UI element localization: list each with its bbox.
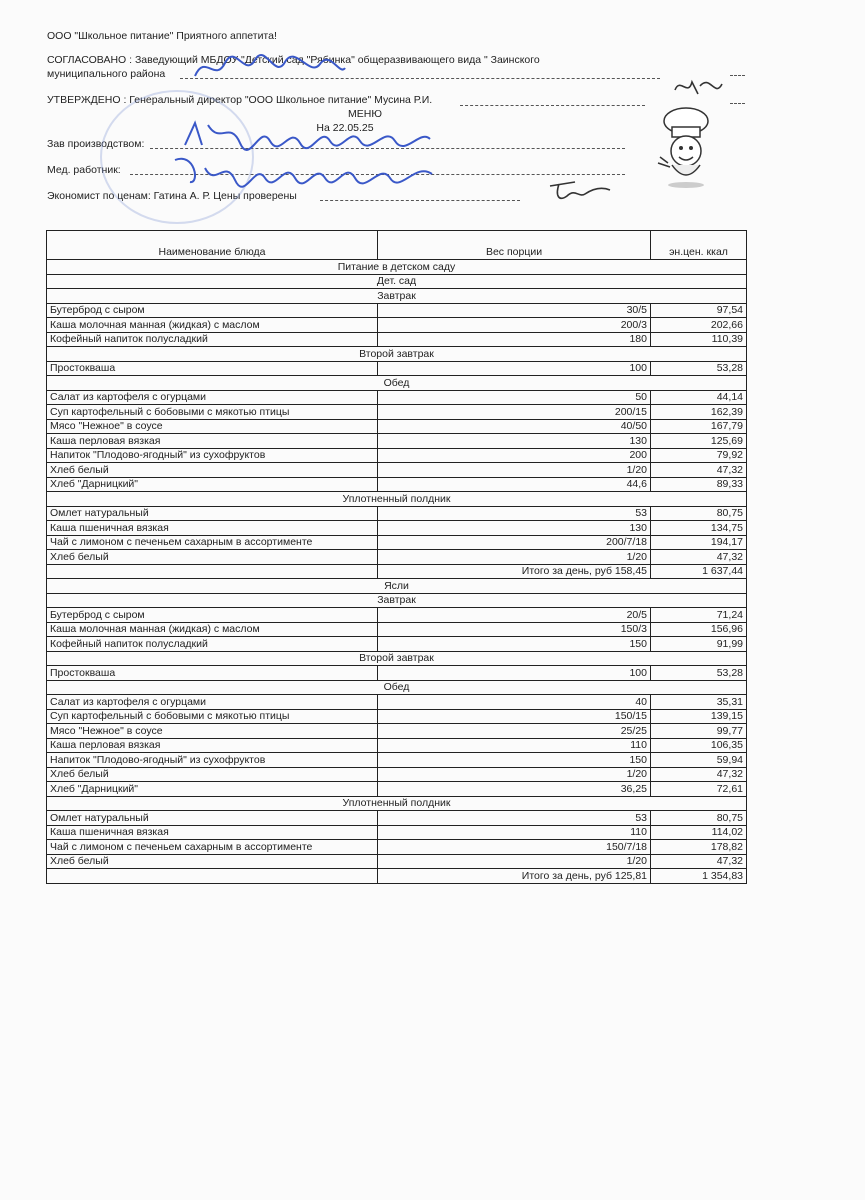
menu-date: На 22.05.25 (316, 122, 374, 134)
dish-weight: 1/20 (378, 767, 651, 782)
dish-row (47, 709, 747, 724)
section-row (47, 593, 747, 608)
approved-line: УТВЕРЖДЕНО : Генеральный директор "ООО Школьное питание" Мусина Р.И. (47, 94, 433, 106)
dish-weight: 53 (378, 811, 651, 826)
dish-name: Простокваша (47, 361, 378, 376)
dish-row (47, 506, 747, 521)
section-title: Второй завтрак (47, 651, 747, 666)
section-row (47, 376, 747, 391)
section-title: Второй завтрак (47, 347, 747, 362)
dish-name: Напиток "Плодово-ягодный" из сухофруктов (47, 448, 378, 463)
menu-table-body (47, 260, 747, 884)
dish-kcal: 44,14 (651, 390, 747, 405)
dish-name: Хлеб белый (47, 463, 378, 478)
dish-kcal: 91,99 (651, 637, 747, 652)
dish-row (47, 811, 747, 826)
dish-name: Омлет натуральный (47, 811, 378, 826)
section-title: Уплотненный полдник (47, 796, 747, 811)
dish-weight: 200/3 (378, 318, 651, 333)
economist-line-dash (320, 200, 520, 201)
dish-name: Кофейный напиток полусладкий (47, 637, 378, 652)
dish-row (47, 521, 747, 536)
total-row (47, 564, 747, 579)
dish-row (47, 535, 747, 550)
dish-name: Бутерброд с сыром (47, 303, 378, 318)
menu-title: МЕНЮ (348, 108, 382, 120)
dish-kcal: 47,32 (651, 550, 747, 565)
signature-approved (670, 72, 730, 102)
total-label: Итого за день, руб 125,81 (378, 869, 651, 884)
med-worker-label: Мед. работник: (47, 164, 121, 176)
dish-row (47, 840, 747, 855)
dish-name: Чай с лимоном с печеньем сахарным в ассортименте (47, 840, 378, 855)
dish-name: Каша пшеничная вязкая (47, 521, 378, 536)
section-title: Обед (47, 680, 747, 695)
dish-name: Омлет натуральный (47, 506, 378, 521)
dish-row (47, 361, 747, 376)
dish-kcal: 134,75 (651, 521, 747, 536)
dish-kcal: 72,61 (651, 782, 747, 797)
dish-weight: 200 (378, 448, 651, 463)
dish-weight: 1/20 (378, 463, 651, 478)
dish-weight: 20/5 (378, 608, 651, 623)
section-row (47, 492, 747, 507)
dish-name: Мясо "Нежное" в соусе (47, 419, 378, 434)
section-row (47, 347, 747, 362)
dish-row (47, 637, 747, 652)
dish-row (47, 463, 747, 478)
dish-weight: 110 (378, 738, 651, 753)
agreed-line-2: муниципального района (47, 68, 166, 80)
dish-name: Хлеб "Дарницкий" (47, 477, 378, 492)
menu-table (46, 230, 747, 884)
dish-weight: 150 (378, 637, 651, 652)
dish-kcal: 156,96 (651, 622, 747, 637)
dish-weight: 150/3 (378, 622, 651, 637)
dish-kcal: 79,92 (651, 448, 747, 463)
section-title: Завтрак (47, 289, 747, 304)
dish-kcal: 99,77 (651, 724, 747, 739)
dish-weight: 100 (378, 666, 651, 681)
agreed-line: СОГЛАСОВАНО : Заведующий МБДОУ "Детский сад "Рябинка" общеразвивающего вида " Заинского (47, 54, 540, 66)
dish-row (47, 608, 747, 623)
dish-weight: 40 (378, 695, 651, 710)
dish-kcal: 53,28 (651, 666, 747, 681)
dish-kcal: 47,32 (651, 767, 747, 782)
section-row (47, 796, 747, 811)
dish-name: Хлеб "Дарницкий" (47, 782, 378, 797)
dish-kcal: 106,35 (651, 738, 747, 753)
dish-weight: 1/20 (378, 550, 651, 565)
total-row (47, 869, 747, 884)
approved-signature-line-end (730, 103, 745, 104)
dish-kcal: 167,79 (651, 419, 747, 434)
dish-row (47, 782, 747, 797)
dish-name: Хлеб белый (47, 767, 378, 782)
dish-kcal: 35,31 (651, 695, 747, 710)
dish-kcal: 114,02 (651, 825, 747, 840)
dish-row (47, 419, 747, 434)
dish-kcal: 202,66 (651, 318, 747, 333)
dish-kcal: 80,75 (651, 506, 747, 521)
dish-row (47, 622, 747, 637)
dish-name: Каша перловая вязкая (47, 738, 378, 753)
section-title: Обед (47, 376, 747, 391)
dish-row (47, 405, 747, 420)
dish-row (47, 854, 747, 869)
dish-weight: 25/25 (378, 724, 651, 739)
dish-name: Каша молочная манная (жидкая) с маслом (47, 622, 378, 637)
dish-row (47, 434, 747, 449)
dish-row (47, 448, 747, 463)
dish-kcal: 125,69 (651, 434, 747, 449)
dish-name: Суп картофельный с бобовыми с мякотью птицы (47, 709, 378, 724)
dish-row (47, 724, 747, 739)
dish-kcal: 139,15 (651, 709, 747, 724)
dish-row (47, 318, 747, 333)
dish-name: Хлеб белый (47, 550, 378, 565)
dish-row (47, 825, 747, 840)
dish-row (47, 738, 747, 753)
dish-weight: 130 (378, 521, 651, 536)
dish-name: Каша молочная манная (жидкая) с маслом (47, 318, 378, 333)
dish-weight: 130 (378, 434, 651, 449)
dish-name: Мясо "Нежное" в соусе (47, 724, 378, 739)
total-kcal: 1 354,83 (651, 869, 747, 884)
section-title: Питание в детском саду (47, 260, 747, 275)
dish-kcal: 89,33 (651, 477, 747, 492)
total-empty-cell (47, 869, 378, 884)
dish-row (47, 550, 747, 565)
dish-weight: 150 (378, 753, 651, 768)
dish-row (47, 332, 747, 347)
dish-weight: 40/50 (378, 419, 651, 434)
dish-weight: 200/7/18 (378, 535, 651, 550)
agreed-signature-line-end (730, 75, 745, 76)
total-label: Итого за день, руб 158,45 (378, 564, 651, 579)
dish-name: Салат из картофеля с огурцами (47, 695, 378, 710)
column-header-weight: Вес порции (378, 231, 651, 260)
section-row (47, 680, 747, 695)
section-title: Дет. сад (47, 274, 747, 289)
economist-line: Экономист по ценам: Гатина А. Р. Цены проверены (47, 190, 297, 202)
dish-weight: 150/7/18 (378, 840, 651, 855)
dish-kcal: 162,39 (651, 405, 747, 420)
dish-kcal: 47,32 (651, 854, 747, 869)
dish-kcal: 97,54 (651, 303, 747, 318)
chef-icon (650, 105, 720, 190)
dish-row (47, 303, 747, 318)
total-empty-cell (47, 564, 378, 579)
section-row (47, 651, 747, 666)
dish-name: Кофейный напиток полусладкий (47, 332, 378, 347)
dish-kcal: 71,24 (651, 608, 747, 623)
dish-name: Бутерброд с сыром (47, 608, 378, 623)
dish-name: Простокваша (47, 666, 378, 681)
table-header-row (47, 231, 747, 260)
dish-row (47, 477, 747, 492)
section-row (47, 260, 747, 275)
dish-name: Суп картофельный с бобовыми с мякотью птицы (47, 405, 378, 420)
company-line: ООО "Школьное питание" Приятного аппетита! (47, 30, 277, 42)
dish-weight: 53 (378, 506, 651, 521)
dish-name: Каша перловая вязкая (47, 434, 378, 449)
section-title: Ясли (47, 579, 747, 594)
dish-kcal: 194,17 (651, 535, 747, 550)
dish-name: Салат из картофеля с огурцами (47, 390, 378, 405)
dish-name: Чай с лимоном с печеньем сахарным в ассортименте (47, 535, 378, 550)
column-header-kcal: эн.цен. ккал (651, 231, 747, 260)
section-row (47, 579, 747, 594)
dish-weight: 100 (378, 361, 651, 376)
dish-name: Хлеб белый (47, 854, 378, 869)
signature-agreed (190, 48, 350, 84)
dish-row (47, 695, 747, 710)
dish-weight: 50 (378, 390, 651, 405)
signature-economist (545, 176, 615, 206)
approved-signature-line (460, 105, 645, 106)
dish-weight: 110 (378, 825, 651, 840)
dish-weight: 44,6 (378, 477, 651, 492)
dish-kcal: 47,32 (651, 463, 747, 478)
signature-med-worker (170, 148, 440, 190)
dish-weight: 30/5 (378, 303, 651, 318)
dish-kcal: 178,82 (651, 840, 747, 855)
dish-row (47, 753, 747, 768)
dish-kcal: 59,94 (651, 753, 747, 768)
dish-kcal: 53,28 (651, 361, 747, 376)
dish-row (47, 390, 747, 405)
section-title: Уплотненный полдник (47, 492, 747, 507)
dish-weight: 180 (378, 332, 651, 347)
total-kcal: 1 637,44 (651, 564, 747, 579)
section-title: Завтрак (47, 593, 747, 608)
dish-weight: 1/20 (378, 854, 651, 869)
section-row (47, 289, 747, 304)
dish-row (47, 767, 747, 782)
dish-row (47, 666, 747, 681)
dish-kcal: 80,75 (651, 811, 747, 826)
production-head-label: Зав производством: (47, 138, 145, 150)
dish-weight: 150/15 (378, 709, 651, 724)
dish-weight: 36,25 (378, 782, 651, 797)
dish-kcal: 110,39 (651, 332, 747, 347)
dish-name: Напиток "Плодово-ягодный" из сухофруктов (47, 753, 378, 768)
section-row (47, 274, 747, 289)
dish-weight: 200/15 (378, 405, 651, 420)
dish-name: Каша пшеничная вязкая (47, 825, 378, 840)
column-header-dish: Наименование блюда (47, 231, 378, 260)
